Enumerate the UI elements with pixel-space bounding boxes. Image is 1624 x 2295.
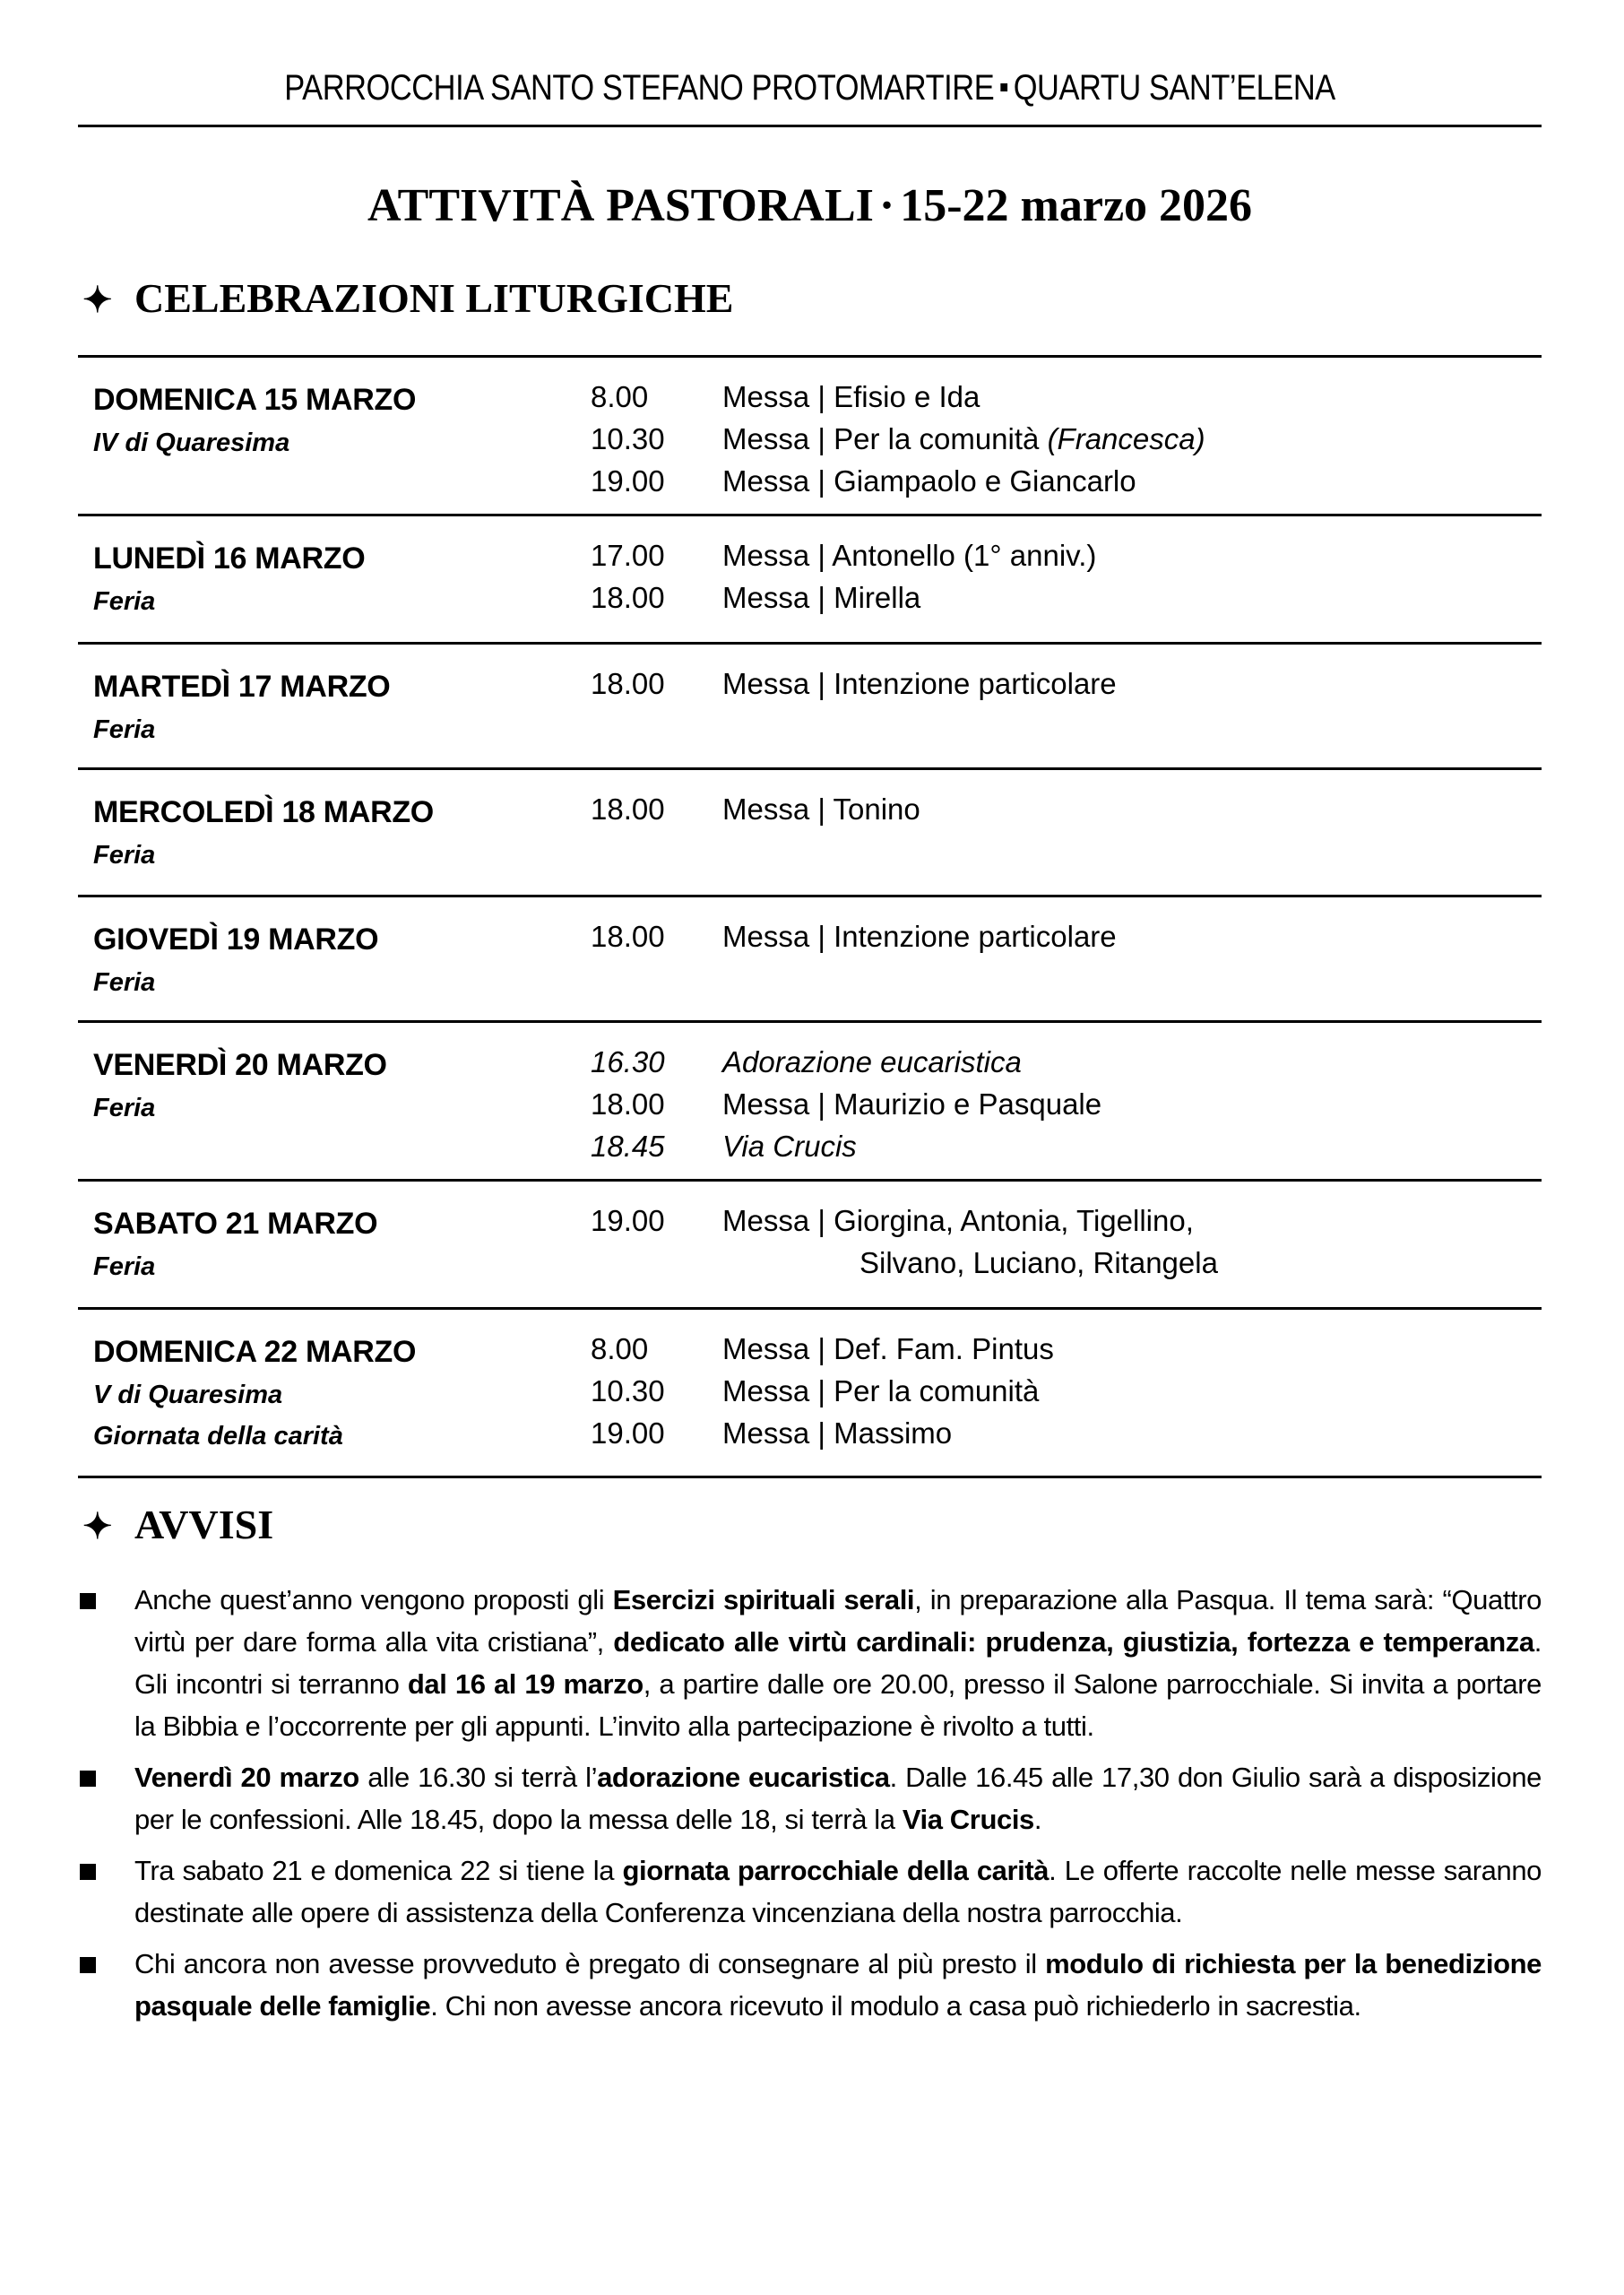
- event-description: [722, 460, 1136, 502]
- schedule-row: [78, 897, 1542, 1020]
- title-separator: ·: [878, 180, 895, 231]
- day-column: [93, 917, 378, 1003]
- event-time: 18.00: [591, 1087, 665, 1121]
- event-description: [722, 1328, 1054, 1370]
- four-point-star-icon: ✦: [82, 280, 113, 320]
- day-label: MARTEDÌ 17 MARZO: [93, 670, 391, 704]
- schedule-row: [78, 1310, 1542, 1476]
- liturgical-note: Giornata della carità: [93, 1422, 343, 1451]
- event-description: [722, 576, 920, 619]
- square-bullet-icon: [80, 1593, 96, 1609]
- schedule-row: [78, 516, 1542, 642]
- day-label: GIOVEDÌ 19 MARZO: [93, 922, 379, 957]
- notice-emphasis: Venerdì 20 marzo: [134, 1762, 359, 1793]
- notice-emphasis: adorazione eucaristica: [597, 1762, 890, 1793]
- square-bullet-icon: [80, 1957, 96, 1973]
- liturgical-note: Feria: [93, 1252, 156, 1281]
- row-divider: [78, 1476, 1542, 1478]
- four-point-star-icon: ✦: [82, 1506, 113, 1546]
- liturgical-note: IV di Quaresima: [93, 429, 290, 457]
- section-heading-avvisi: [82, 1503, 273, 1549]
- schedule-row: [78, 1182, 1542, 1307]
- day-label: LUNEDÌ 16 MARZO: [93, 541, 366, 576]
- schedule-row: [78, 770, 1542, 895]
- notice-text: . Dalle 16.45 alle 17,30 don Giulio sarà a disposizione per le confessioni. Alle 18.45, dopo la messa delle 18, si terrà la: [134, 1762, 1542, 1835]
- event-text: Messa | Massimo: [722, 1416, 953, 1450]
- title-dates: 15-22 marzo 2026: [900, 180, 1253, 231]
- section-title: CELEBRAZIONI LITURGICHE: [134, 275, 734, 321]
- event-time: 16.30: [591, 1045, 665, 1078]
- day-column: [93, 536, 365, 622]
- event-time: 18.45: [591, 1130, 665, 1163]
- notice-item: [78, 1849, 1542, 1934]
- notice-emphasis: Via Crucis: [902, 1804, 1034, 1835]
- section-heading-celebrazioni: [82, 276, 733, 323]
- event-time: 18.00: [591, 667, 665, 700]
- event-text: Messa | Giorgina, Antonia, Tigellino,: [722, 1204, 1194, 1237]
- section-title: AVVISI: [134, 1502, 274, 1547]
- event-text: Messa | Def. Fam. Pintus: [722, 1332, 1054, 1365]
- schedule-row: [78, 1023, 1542, 1179]
- event-description: [722, 418, 1205, 460]
- event-text: Via Crucis: [722, 1130, 857, 1163]
- day-column: [93, 1043, 387, 1129]
- event-description: [722, 663, 1117, 705]
- event-text: Messa | Efisio e Ida: [722, 380, 980, 413]
- event-text: Messa | Per la comunità: [722, 422, 1048, 455]
- header-divider: [78, 125, 1542, 127]
- notice-emphasis: dedicato alle virtù cardinali: prudenza, giustizia, fortezza e temperanza: [613, 1626, 1534, 1658]
- event-description: [722, 1412, 952, 1454]
- event-time: 18.00: [591, 581, 665, 614]
- day-column: [93, 1329, 416, 1457]
- parish-header: [180, 68, 1438, 108]
- day-label: DOMENICA 22 MARZO: [93, 1335, 417, 1369]
- event-time: 19.00: [591, 464, 665, 498]
- event-note: (Francesca): [1047, 422, 1205, 455]
- event-description: [722, 1041, 1022, 1083]
- notice-text: . Le offerte raccolte nelle messe saranno destinate alle opere di assistenza della Conferenza vincenziana della nostra parrocchia.: [134, 1855, 1542, 1928]
- day-column: [93, 1201, 377, 1287]
- event-description: [722, 1083, 1101, 1125]
- notice-text: alle 16.30 si terrà l’: [358, 1762, 598, 1793]
- page-title: [78, 179, 1542, 233]
- event-text: Silvano, Luciano, Ritangela: [860, 1246, 1218, 1279]
- event-description: [722, 1370, 1039, 1412]
- day-column: [93, 664, 390, 750]
- notice-text: Anche quest’anno vengono proposti gli: [134, 1584, 613, 1615]
- parish-town: QUARTU SANT’ELENA: [1013, 68, 1335, 108]
- schedule-row: [78, 645, 1542, 767]
- event-description: [722, 915, 1117, 957]
- event-description: [722, 1125, 857, 1167]
- event-text: Messa | Antonello (1° anniv.): [722, 539, 1097, 572]
- event-text: Messa | Per la comunità: [722, 1374, 1040, 1407]
- liturgical-note: Feria: [93, 587, 156, 616]
- schedule-row: [78, 358, 1542, 514]
- notice-text: . Chi non avesse ancora ricevuto il modulo a casa può richiederlo in sacrestia.: [430, 1990, 1361, 2022]
- event-text: Messa | Maurizio e Pasquale: [722, 1087, 1102, 1121]
- event-time: 10.30: [591, 1374, 665, 1407]
- event-text: Messa | Intenzione particolare: [722, 667, 1117, 700]
- square-bullet-icon: [80, 1864, 96, 1880]
- liturgical-note: Feria: [93, 841, 156, 870]
- liturgical-note: V di Quaresima: [93, 1381, 283, 1409]
- event-text: Adorazione eucaristica: [722, 1045, 1022, 1078]
- notice-item: [78, 1943, 1542, 2027]
- event-time: 18.00: [591, 920, 665, 953]
- square-bullet-icon: [80, 1771, 96, 1787]
- notice-text: .: [1033, 1804, 1042, 1835]
- liturgical-note: Feria: [93, 1094, 156, 1122]
- notice-text: , in preparazione alla Pasqua. Il tema sarà: “Quattro virtù per dare forma alla vita cristiana”,: [134, 1584, 1542, 1658]
- event-time: 8.00: [591, 1332, 649, 1365]
- notices-list: [78, 1579, 1542, 2036]
- notice-emphasis: Esercizi spirituali serali: [612, 1584, 915, 1615]
- notice-text: . Gli incontri si terranno: [134, 1626, 1542, 1700]
- notice-item: [78, 1579, 1542, 1747]
- notice-emphasis: giornata parrocchiale della carità: [622, 1855, 1050, 1886]
- event-time: 10.30: [591, 422, 665, 455]
- event-text: Messa | Intenzione particolare: [722, 920, 1117, 953]
- schedule-table: [78, 355, 1542, 1478]
- event-description: [860, 1242, 1218, 1284]
- event-time: 19.00: [591, 1416, 665, 1450]
- event-description: [722, 534, 1096, 576]
- event-time: 17.00: [591, 539, 665, 572]
- notice-emphasis: modulo di richiesta per la benedizione pasquale delle famiglie: [134, 1948, 1542, 2022]
- event-description: [722, 1199, 1194, 1242]
- event-time: 18.00: [591, 792, 665, 826]
- event-text: Messa | Tonino: [722, 792, 920, 826]
- day-label: SABATO 21 MARZO: [93, 1207, 378, 1241]
- event-description: [722, 788, 920, 830]
- square-separator-icon: [1000, 83, 1007, 91]
- day-label: MERCOLEDÌ 18 MARZO: [93, 795, 434, 829]
- event-text: Messa | Giampaolo e Giancarlo: [722, 464, 1136, 498]
- event-description: [722, 376, 980, 418]
- day-label: DOMENICA 15 MARZO: [93, 383, 417, 417]
- liturgical-note: Feria: [93, 968, 156, 997]
- notice-item: [78, 1756, 1542, 1840]
- title-main: ATTIVITÀ PASTORALI: [367, 180, 874, 231]
- event-time: 19.00: [591, 1204, 665, 1237]
- liturgical-note: Feria: [93, 715, 156, 744]
- event-text: Messa | Mirella: [722, 581, 921, 614]
- notice-text: , a partire dalle ore 20.00, presso il Salone parrocchiale. Si invita a portare la Bibbia e l’occorrente per gli appunti. L’invito alla partecipazione è rivolto a tutti.: [134, 1668, 1542, 1742]
- notice-text: Chi ancora non avesse provveduto è pregato di consegnare al più presto il: [134, 1948, 1046, 1979]
- event-time: 8.00: [591, 380, 649, 413]
- day-column: [93, 790, 434, 876]
- notice-emphasis: dal 16 al 19 marzo: [407, 1668, 644, 1700]
- parish-name: PARROCCHIA SANTO STEFANO PROTOMARTIRE: [284, 68, 995, 108]
- day-label: VENERDÌ 20 MARZO: [93, 1048, 387, 1082]
- day-column: [93, 377, 416, 463]
- notice-text: Tra sabato 21 e domenica 22 si tiene la: [134, 1855, 623, 1886]
